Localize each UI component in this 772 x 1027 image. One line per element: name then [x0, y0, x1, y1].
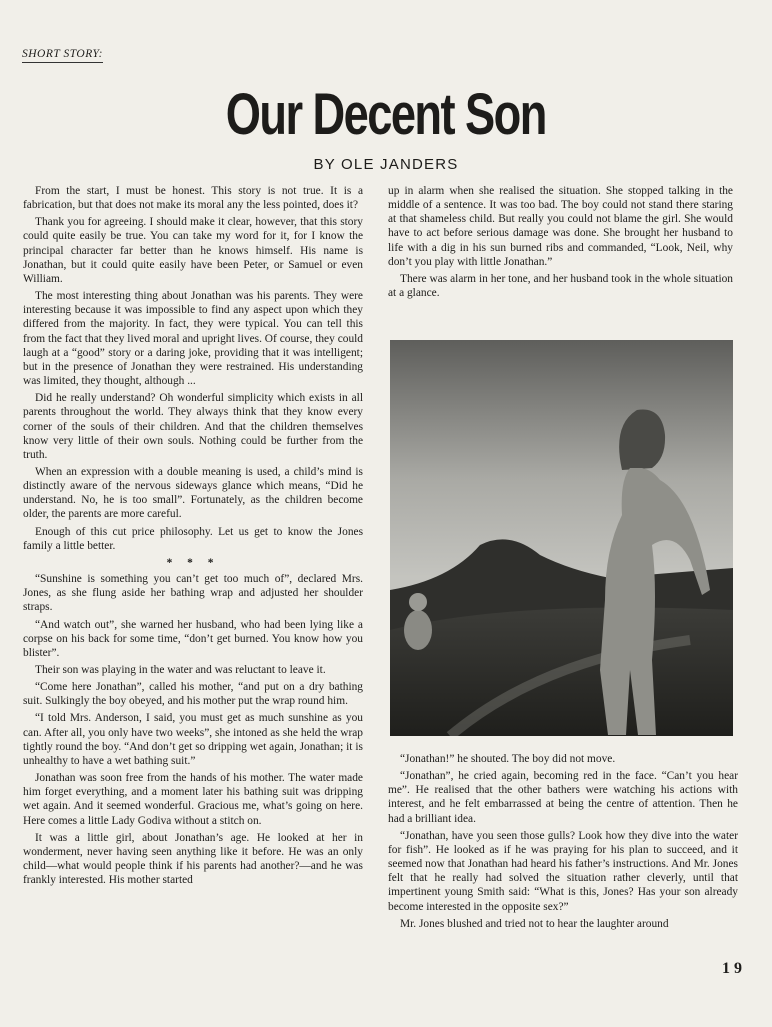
paragraph: “Jonathan”, he cried again, becoming red in the face. “Can’t you hear me”. He realised that the other bathers were watching his actions with interest, and he felt embarrassed at being the centre of attention. Then he had a brilliant idea.	[388, 770, 738, 825]
paragraph: Did he really understand? Oh wonderful simplicity which exists in all parents throughout the world. They always think that they know every corner of the souls of their children. And that the children themselves know very little of their own souls. Nothing could be further from the truth.	[23, 392, 363, 461]
paragraph: “I told Mrs. Anderson, I said, you must get as much sunshine as you can. After all, you only have two weeks”, she intoned as she held the wrap tightly round the boy. “And don’t get so dripping wet again, Jonathan; it is unhealthy to have a wet bathing suit.”	[23, 712, 363, 767]
section-label: SHORT STORY:	[22, 48, 103, 63]
photo-illustration	[390, 340, 733, 736]
paragraph: Thank you for agreeing. I should make it clear, however, that this story could quite easily be true. You can take my word for it, for I know the principal character far better than he knows himself. His name is Jonathan, but it could quite easily have been Peter, or Samuel or even William.	[23, 216, 363, 285]
paragraph: It was a little girl, about Jonathan’s age. He looked at her in wonderment, never having seen anything like it before. He was an only child—what would people think if his parents had another?—and he was frankly interested. His mother started	[23, 831, 363, 887]
left-column	[23, 184, 363, 954]
paragraph: “Jonathan!” he shouted. The boy did not move.	[400, 753, 616, 765]
paragraph: Jonathan was soon free from the hands of his mother. The water made him forget everything, and a moment later his bathing suit was dripping wet again. And it seemed wonderful. Gracious me, what’s going on here. Here comes a little Lady Godiva without a stitch on.	[23, 772, 363, 827]
paragraph: From the start, I must be honest. This story is not true. It is a fabrication, but that does not make its moral any the less pointed, does it?	[23, 185, 363, 212]
paragraph: Mr. Jones blushed and tried not to hear the laughter around	[400, 917, 669, 930]
paragraph: The most interesting thing about Jonathan was his parents. They were interesting because it was impossible to find any aspect upon which they differed from the majority. In fact, they were typical. You can tell this from the fact that they lived moral and upright lives. Of course, they could laugh at a “good” story or a daring joke, providing that it was intelligent; but in the presence of Jonathan they were restrained. His understanding was limited, they thought, although ...	[23, 290, 363, 388]
paragraph: “And watch out”, she warned her husband, who had been lying like a corpse on his back for some time, “don’t get burned. You know how you blister”.	[23, 618, 363, 659]
paragraph: There was alarm in her tone, and her husband took in the whole situation at a glance.	[388, 272, 733, 300]
byline: BY OLE JANDERS	[313, 156, 459, 173]
right-column-top	[388, 184, 733, 303]
right-column-bottom	[388, 752, 738, 934]
paragraph: Their son was playing in the water and was reluctant to leave it.	[35, 664, 326, 676]
page-number: 1 9	[722, 960, 742, 977]
section-separator: * * *	[166, 556, 220, 569]
paragraph: When an expression with a double meaning is used, a child’s mind is distinctly aware of the nervous sideways glance which means, “Did he understand. No, he is too small”. Fortunately, as the children become older, the parents are more careful.	[23, 465, 363, 521]
paragraph: “Come here Jonathan”, called his mother, “and put on a dry bathing suit. Sulkingly the boy obeyed, and his mother put the wrap round him.	[23, 681, 363, 708]
paragraph: “Sunshine is something you can’t get too much of”, declared Mrs. Jones, as she flung aside her bathing wrap and adjusted her shoulder straps.	[23, 573, 363, 614]
story-title: Our Decent Son	[225, 82, 546, 147]
paragraph: up in alarm when she realised the situation. She stopped talking in the middle of a sentence. It was too bad. The boy could not stand there staring at that shameless child. But really you could not blame the girl. She would have to act before serious damage was done. She brought her husband to life with a dig in his sun burned ribs and commanded, “Look, Neil, why don’t you play with little Jonathan.”	[388, 185, 733, 268]
paragraph: “Jonathan, have you seen those gulls? Look how they dive into the water for fish”. He looked as if he was praying for his plan to succeed, and it seemed now that Jonathan had heard his father’s instructions. And Mr. Jones felt that he really had solved the situation rather cleverly, until that impertinent young Smith said: “What is this, Jones? Has your son already become interested in the opposite sex?”	[388, 829, 738, 913]
story-photograph	[390, 340, 733, 736]
paragraph: Enough of this cut price philosophy. Let us get to know the Jones family a little better.	[23, 525, 363, 552]
